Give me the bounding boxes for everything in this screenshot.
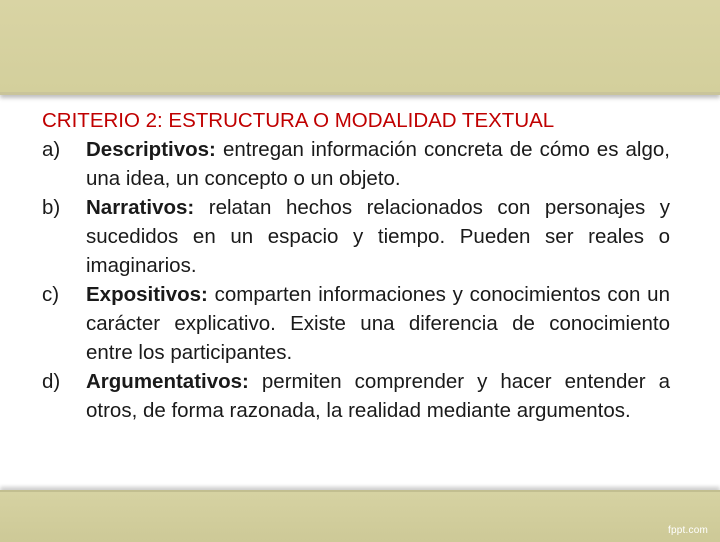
slide-content: [42, 106, 670, 425]
list-item-descriptivos: [42, 135, 670, 193]
list-item-expositivos: [42, 280, 670, 367]
list-item-narrativos: [42, 193, 670, 280]
list-text: permiten comprender y hacer entender a otros, de forma razonada, la realidad mediante argumentos.: [86, 370, 670, 422]
list-term: Narrativos:: [86, 196, 195, 219]
list-item-argumentativos: [42, 367, 670, 425]
list-text: comparten informaciones y conocimientos con un carácter explicativo. Existe una diferencia de conocimiento entre los participantes.: [86, 283, 670, 364]
list-term: Expositivos:: [86, 283, 208, 306]
list-marker: b): [42, 196, 61, 219]
header-band: [0, 0, 720, 95]
list-marker: a): [42, 138, 61, 161]
list-marker: d): [42, 370, 61, 393]
list-text: entregan información concreta de cómo es algo, una idea, un concepto o un objeto.: [86, 138, 670, 190]
list-term: Descriptivos:: [86, 138, 216, 161]
list-text: relatan hechos relacionados con personajes y sucedidos en un espacio y tiempo. Pueden ser reales o imaginarios.: [86, 196, 670, 277]
slide-title: CRITERIO 2: ESTRUCTURA O MODALIDAD TEXTUAL: [42, 109, 555, 132]
watermark-text: fppt.com: [668, 525, 708, 536]
list-term: Argumentativos:: [86, 370, 249, 393]
list-marker: c): [42, 283, 60, 306]
footer-band: [0, 490, 720, 542]
